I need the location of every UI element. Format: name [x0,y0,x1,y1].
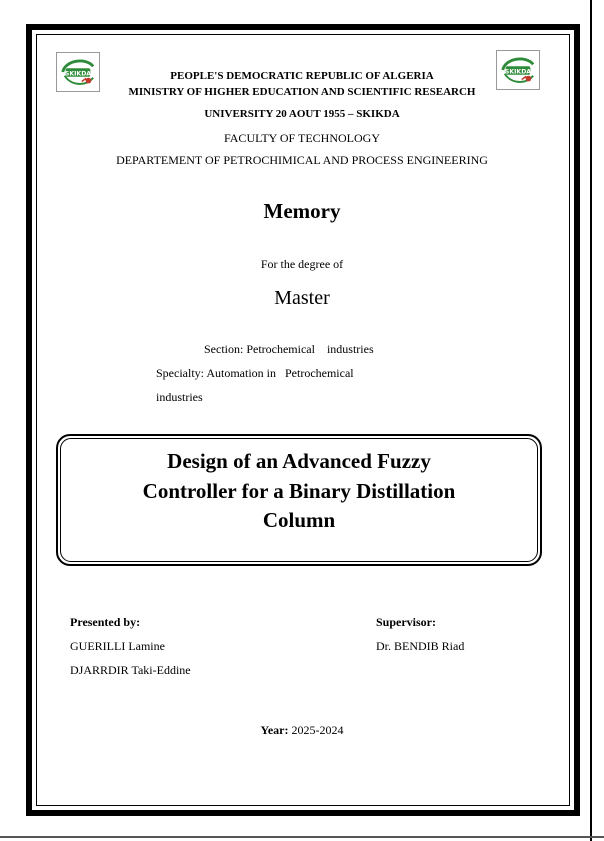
degree-prefix: For the degree of [260,257,344,271]
year-value: 2025-2024 [288,723,344,737]
degree-name: Master [274,287,330,309]
svg-text:SKIKDA: SKIKDA [64,70,92,78]
page-edge-right [590,0,592,841]
specialty-line1: Specialty: Automation in Petrochemical [156,366,354,380]
header-ministry: MINISTRY OF HIGHER EDUCATION AND SCIENTIFIC RESEARCH [128,86,476,98]
document-type: Memory [263,199,341,223]
header-faculty: FACULTY OF TECHNOLOGY [223,131,380,145]
supervisor-name: Dr. BENDIB Riad [376,639,465,653]
year-label: Year: [260,723,289,737]
presented-by-label: Presented by: [70,615,141,629]
thesis-title-line3: Column [262,508,336,532]
thesis-title [60,447,538,536]
specialty-line2: industries [156,390,203,404]
student-name-2: DJARRDIR Taki-Eddine [70,663,191,677]
year-line [0,723,604,738]
section-line: Section: Petrochemical industries [204,342,374,356]
header-university: UNIVERSITY 20 AOUT 1955 – SKIKDA [204,108,400,120]
student-name-1: GUERILLI Lamine [70,639,165,653]
header-department: DEPARTEMENT OF PETROCHIMICAL AND PROCESS ENGINEERING [116,153,488,167]
page-border-inner [36,34,570,806]
svg-text:SKIKDA: SKIKDA [504,68,532,76]
header-republic: PEOPLE'S DEMOCRATIC REPUBLIC OF ALGERIA [170,70,434,82]
supervisor-label: Supervisor: [376,615,436,629]
thesis-title-line1: Design of an Advanced Fuzzy [167,449,431,473]
thesis-title-line2: Controller for a Binary Distillation [142,478,456,503]
page-edge-bottom [0,836,604,838]
